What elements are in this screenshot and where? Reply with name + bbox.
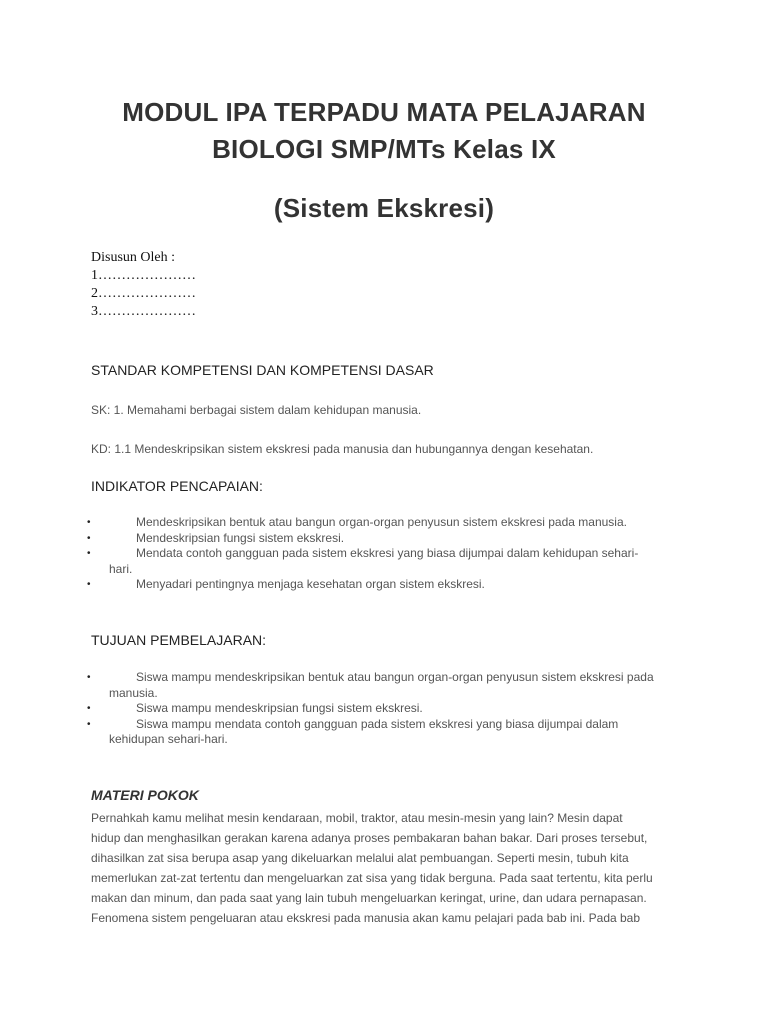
author-line-2: 2………………… — [91, 286, 196, 301]
list-item-text-continued: hari. — [109, 561, 133, 576]
list-item — [87, 670, 691, 701]
indikator-heading: INDIKATOR PENCAPAIAN: — [91, 478, 263, 494]
paragraph-line: makan dan minum, dan pada saat yang lain tubuh mengeluarkan keringat, urine, dan udara pernapasan. — [91, 891, 647, 905]
list-item-text-continued: manusia. — [109, 685, 158, 700]
indikator-list — [87, 515, 691, 593]
tujuan-heading — [91, 632, 266, 648]
list-item — [87, 530, 691, 547]
paragraph-line: memerlukan zat-zat tertentu dan mengeluarkan zat sisa yang tidak berguna. Pada saat tertentu, kita perlu — [91, 871, 653, 885]
bullet-icon: • — [87, 517, 91, 528]
paragraph-line: Pernahkah kamu melihat mesin kendaraan, mobil, traktor, atau mesin-mesin yang lain? Mesin dapat — [91, 811, 623, 825]
tujuan-list — [87, 670, 691, 748]
document-subtitle: (Sistem Ekskresi) — [273, 193, 495, 223]
list-item-text: Siswa mampu mendeskripsikan bentuk atau bangun organ-organ penyusun sistem ekskresi pada — [136, 670, 654, 684]
tujuan-heading-colon: : — [262, 632, 267, 648]
paragraph-line: hidup dan menghasilkan gerakan karena adanya proses pembakaran bahan bakar. Dari proses tersebut, — [91, 831, 648, 845]
list-item-text: Mendata contoh gangguan pada sistem ekskresi yang biasa dijumpai dalam kehidupan sehari- — [136, 546, 639, 560]
paragraph-line: dihasilkan zat sisa berupa asap yang dikeluarkan melalui alat pembuangan. Seperti mesin, tubuh kita — [91, 851, 629, 865]
bullet-icon: • — [87, 579, 91, 590]
list-item — [87, 577, 691, 593]
list-item-text: Siswa mampu mendeskripsian fungsi sistem ekskresi. — [136, 701, 423, 715]
document-title-line2: BIOLOGI SMP/MTs Kelas IX — [212, 134, 556, 164]
list-item — [87, 546, 691, 577]
paragraph-line: Fenomena sistem pengeluaran atau ekskresi pada manusia akan kamu pelajari pada bab ini. Pada bab — [91, 911, 641, 925]
list-item-text: Siswa mampu mendata contoh gangguan pada sistem ekskresi yang biasa dijumpai dalam — [136, 716, 619, 731]
standar-heading: STANDAR KOMPETENSI DAN KOMPETENSI DASAR — [91, 362, 434, 378]
author-label: Disusun Oleh : — [91, 250, 175, 265]
author-line-3: 3………………… — [91, 304, 196, 319]
document-title-line1: MODUL IPA TERPADU MATA PELAJARAN — [122, 97, 646, 127]
bullet-icon: • — [87, 532, 91, 544]
bullet-icon: • — [87, 672, 91, 683]
tujuan-heading-text: TUJUAN PEMBELAJARAN — [91, 632, 263, 648]
list-item — [87, 515, 691, 531]
list-item — [87, 716, 691, 748]
list-item-text: Menyadari pentingnya menjaga kesehatan organ sistem ekskresi. — [136, 577, 485, 591]
list-item-text: Mendeskripsikan bentuk atau bangun organ-organ penyusun sistem ekskresi pada manusia. — [136, 515, 627, 529]
materi-paragraph — [91, 808, 681, 928]
kd-text: KD: 1.1 Mendeskripsikan sistem ekskresi pada manusia dan hubungannya dengan kesehatan. — [91, 442, 594, 456]
bullet-icon: • — [87, 703, 91, 714]
list-item — [87, 701, 691, 717]
author-block — [91, 249, 196, 321]
bullet-icon: • — [87, 548, 91, 559]
list-item-text-continued: kehidupan sehari-hari. — [109, 732, 228, 746]
author-line-1: 1………………… — [91, 268, 196, 283]
sk-text: SK: 1. Memahami berbagai sistem dalam kehidupan manusia. — [91, 403, 422, 417]
bullet-icon: • — [87, 718, 91, 730]
list-item-text: Mendeskripsian fungsi sistem ekskresi. — [136, 530, 345, 545]
materi-heading: MATERI POKOK — [91, 787, 199, 803]
